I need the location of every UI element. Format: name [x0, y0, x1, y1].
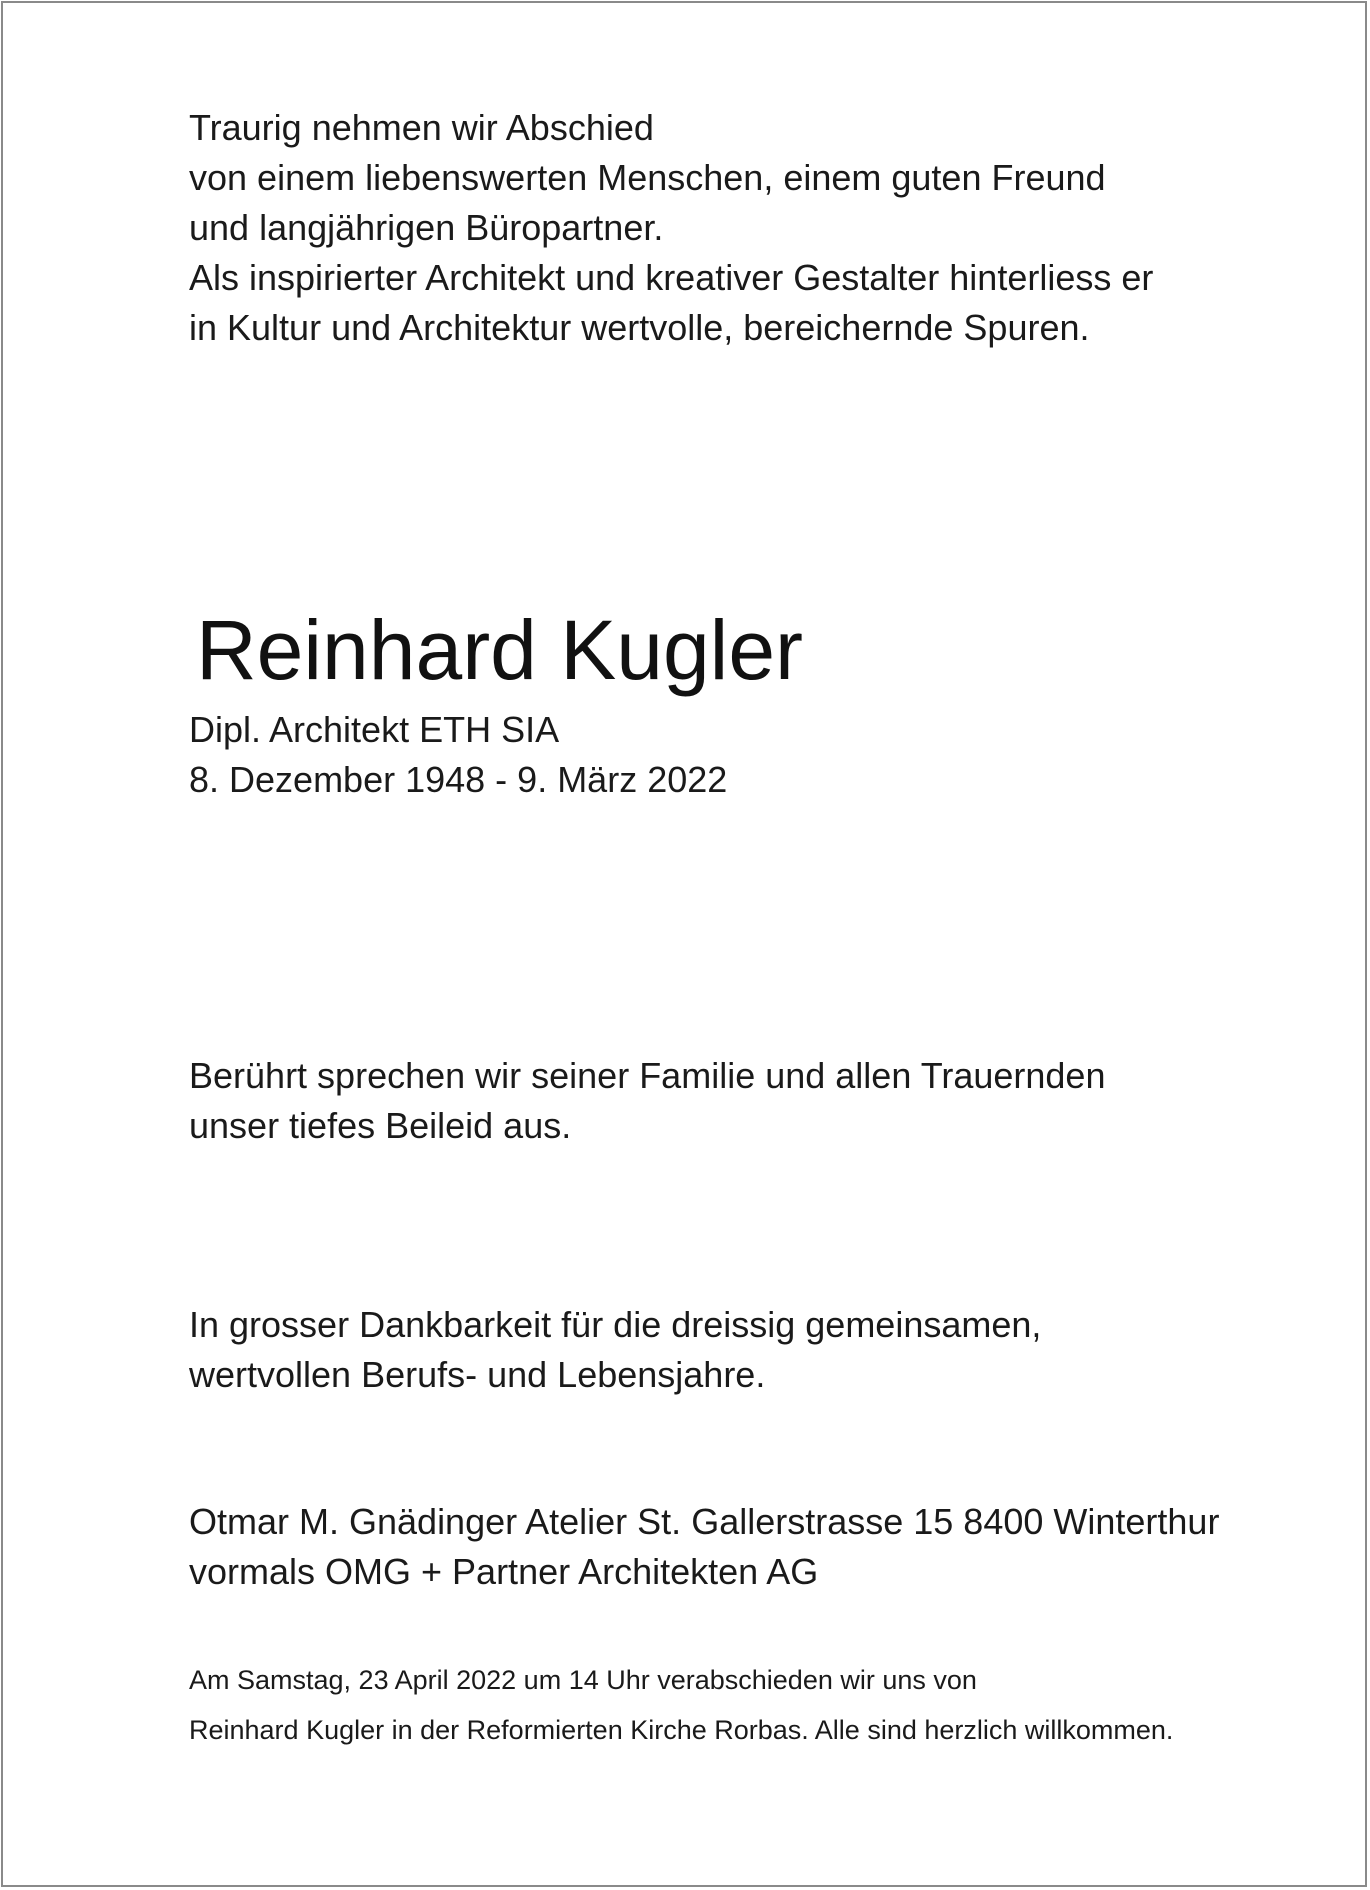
intro-line: Traurig nehmen wir Abschied — [189, 107, 654, 148]
intro-line: in Kultur und Architektur wertvolle, bereichernde Spuren. — [189, 307, 1090, 348]
intro-line: und langjährigen Büropartner. — [189, 207, 664, 248]
service-line: Reinhard Kugler in der Reformierten Kirche Rorbas. Alle sind herzlich willkommen. — [189, 1715, 1174, 1745]
deceased-details — [189, 705, 727, 805]
deceased-dates: 8. Dezember 1948 - 9. März 2022 — [189, 759, 728, 800]
sender-line: Otmar M. Gnädinger Atelier St. Gallerstrasse 15 8400 Winterthur — [189, 1501, 1220, 1542]
intro-text — [189, 103, 1153, 353]
condolence-text — [189, 1051, 1105, 1151]
gratitude-text — [189, 1300, 1041, 1400]
service-line: Am Samstag, 23 April 2022 um 14 Uhr verabschieden wir uns von — [189, 1665, 977, 1695]
sender-line: vormals OMG + Partner Architekten AG — [189, 1551, 819, 1592]
gratitude-line: In grosser Dankbarkeit für die dreissig gemeinsamen, — [189, 1304, 1042, 1345]
intro-line: Als inspirierter Architekt und kreativer Gestalter hinterliess er — [189, 257, 1154, 298]
service-notice — [189, 1655, 1173, 1755]
sender-signature — [189, 1497, 1219, 1597]
intro-line: von einem liebenswerten Menschen, einem guten Freund — [189, 157, 1106, 198]
condolence-line: unser tiefes Beileid aus. — [189, 1105, 572, 1146]
condolence-line: Berührt sprechen wir seiner Familie und allen Trauernden — [189, 1055, 1106, 1096]
gratitude-line: wertvollen Berufs- und Lebensjahre. — [189, 1354, 766, 1395]
deceased-title: Dipl. Architekt ETH SIA — [189, 709, 560, 750]
deceased-name: Reinhard Kugler — [196, 603, 804, 697]
